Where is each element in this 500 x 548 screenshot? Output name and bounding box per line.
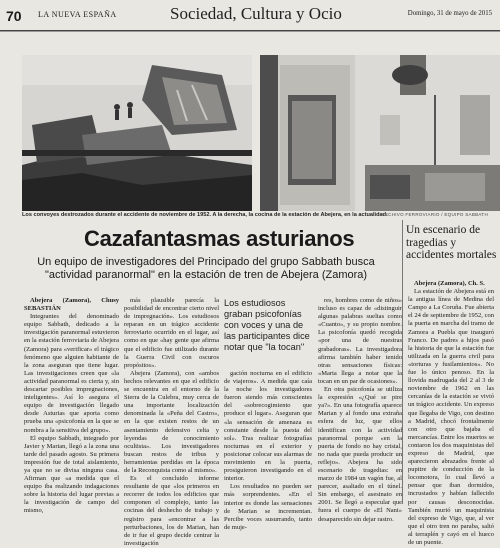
train-wreck-photo [22,55,252,211]
masthead [0,0,500,31]
pull-quote: Los estudiosos graban psicofonías con voces y una de las participantes dice notar que "la tocan" [224,298,310,352]
station-kitchen-photo [260,55,500,211]
train-wreck-image [22,55,252,211]
publication-name: LA NUEVA ESPAÑA [38,10,117,19]
sidebar-byline: Abejera (Zamora), Ch. S. [414,280,485,287]
section-title: Sociedad, Cultura y Ocio [170,4,342,23]
article-column-3 [224,370,312,532]
article-column-1 [24,297,119,516]
sidebar-headline: Un escenario de tragedias y accidentes mortales [406,224,497,261]
paragraph: más plausible parecía la posibilidad de encontrar cierto nivel de impregnación». Los estudiosos reparan en un trágico accidente ferroviario ocurrido en el lugar, así como en que «hay gente que afirma que el edificio fue utilizado durante la Guerra Civil con oscuros propósitos». [124,297,219,369]
paragraph: En otra psicofonía se utiliza la expresión «¿Qué se pire ya?». En una fotografía aparece Marian y al fondo una extraña esfera de luz, que ellos identifican con la actividad paranormal porque «en la puerta de fondo no hay cristal, no nada que pueda producir un reflejo». Abejera ha sido escenario de tragedias: en marzo de 1984 un vagón fue, al parecer, asaltado en el túnel. Sin embargo, el asesinato en 2001. Se llegó a especular que fuera el cuerpo de «El Nani» desaparecido sin dejar rastro. [318,386,402,523]
sidebar-divider [402,220,403,504]
header-rule [0,31,500,32]
page-number: 70 [6,8,22,24]
article-column-4 [318,297,402,524]
paragraph: gación nocturna en el edificio de viajeros». A medida que caía la noche los investigadores fueron siendo más conscientes del «sobrecogimiento que produce el lugar». Aseguran que «la sensación de amenaza es constante desde la puesta del sol». Tras realizar fotografías nocturnas en el exterior y posicionar colocar sus alarmas de movimiento en la puerta, prosiguieron investigando en el interior. [224,370,312,483]
paragraph: Integrantes del denominado equipo Sabbath, dedicado a la investigación paranormal estuvieron en la estación ferroviaria de Abejera (Zamora) para «verificar» el trágico fenómeno que alguien habitante de la zona aseguran que tiene lugar. Las investigaciones creen que «la actividad paranormal es cierta y, sin descartar posibles impregnaciones, inteligentes». Así lo asegura el equipo de investigación llegado desde Asturias que aporta como prueba una «psicofonía en la que se nombra a la sensitiva del grupo». [24,313,119,434]
station-kitchen-image [260,55,500,211]
article-headline: Cazafantasmas asturianos [84,226,355,251]
paragraph: La estación de Abejera está en la antigua línea de Medina del Campo a La Coruña. Fue abierta el 24 de septiembre de 1952, con la puerta en marcha del tramo de Zamora a Puebla que inauguró Franco. De padres a hijos pasó la historia de que la estación fue utilizada en la guerra civil para «torturas y fusilamientos». No fue lo único penoso. En la llovida madrugada del 2 al 3 de noviembre de 1962 en las cercanías de la estación se vivió un trágico accidente. Un expreso que llegaba de Vigo, con destino a Madrid, chocó frontalmente con otro que bajaba el mercancías. Entre los muertos se contaron los dos maquinistas del expreso de Madrid, que aparecieron abrazados frente al pupitre de conducción de la locomotora, lo cual llevó a pensar que iban dormidos, incrustados y habían fallecido por causas desconocidas. También murió un maquinista del expreso de Vigo, que, al ver que el otro tren no paraba, saltó al terraplén y cayó en el hueco de un puente. [408,288,494,546]
paragraph: El equipo Sabbath, integrado por Javier y Marian, llegó a la zona una tarde del pasado agosto. Su primera impresión fue de total aislamiento, ya que no se divisa ninguna casa. Afirman que «a medida que el equipo iba realizando indagaciones sobre la historia del lugar previas a la investigación de campo del mismo, [24,434,119,515]
byline: Abejera (Zamora), Chusy SEBASTIÁN [24,297,119,313]
publication-date: Domingo, 31 de mayo de 2015 [407,10,492,17]
photo-credit: ARCHIVO FERROVIARIO / EQUIPO SABBATH [381,212,488,217]
article-column-2 [124,297,219,548]
photo-strip [22,55,500,211]
caption-text: Los convoyes destrozados durante el accidente de noviembre de 1952. A la derecha, la cocina de la estación de Abejera, en la actualidad. [22,212,388,218]
paragraph: Es el concluido informe resultante de que «los primeros en recorrer de todos los edificios que componen el complejo, tanto las cocinas del deshecho de trabajo y registro para «encontrar a las perturbaciones, los de Marian, han de ir fue el grupo decide centrar la investigación [124,475,219,547]
article-subhead: Un equipo de investigadores del Principado del grupo Sabbath busca "actividad paranormal" en la estación de tren de Abejera (Zamora) [37,256,375,281]
paragraph: res, hombres como de niños» incluso es capaz de «distinguir algunas palabras sueltas como «Cuanto», y su propio nombre. La psicofonía quedó recogida «por una de nuestras grabadoras». La investigadora afirma también haber tenido otras sensaciones físicas: «Marta llega a notar que la tocan en un par de ocasiones». [318,297,402,385]
paragraph: Los resultados no pueden ser más sorprendentes. «En el interior es donde las sensaciones de Marian se incrementan. Percibe voces susurrando, tanto de muje- [224,483,312,531]
sidebar-column [408,280,494,547]
paragraph: Abejera (Zamora), con «ambos hechos relevantes en que el edificio se encuentra en el entorno de la Sierra de la Culebra, muy cerca de una importante localización denominada la «Peña del Castro», en la que existen restos de un asentamiento defensivo celta y leyendas de conocimiento ocultista». Los investigadores buscan restos de tribus y herramientas perdidas en la época de la Reconquista como al mismo». [124,369,219,474]
